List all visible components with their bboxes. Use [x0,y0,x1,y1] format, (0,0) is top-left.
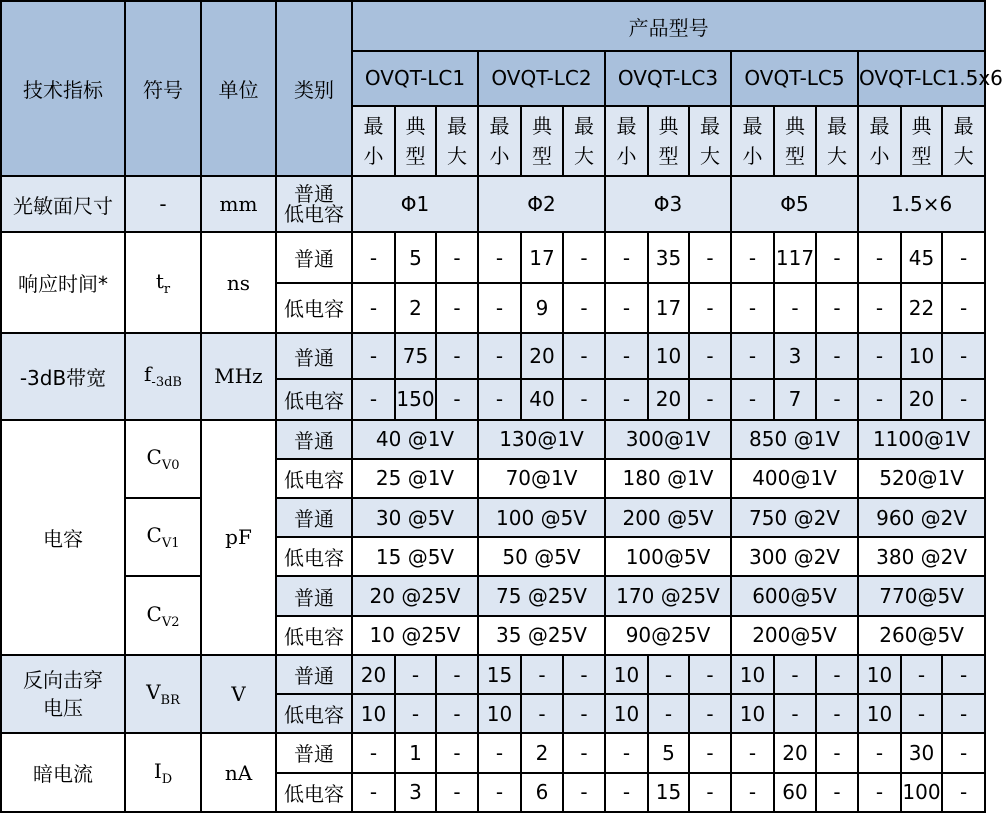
area-value: Φ2 [478,176,605,232]
dark-current-value: - [942,733,985,772]
dark-current-symbol-sub: D [161,771,173,787]
sub-header-char: 最 [827,113,847,138]
min-header [352,106,395,176]
dark-current-value: - [858,773,901,812]
capacitance-value: 400@1V [731,459,858,498]
breakdown-value: - [436,655,478,694]
capacitance-value: 15 @5V [352,537,478,576]
response-value: - [731,232,774,282]
header-product-model: 产品型号 [352,1,985,51]
dark-current-value: - [352,733,395,772]
breakdown-value: 10 [858,655,901,694]
dark-current-value: - [689,773,731,812]
min-header [605,106,648,176]
dark-current-value: 30 [901,733,942,772]
breakdown-value: 10 [731,694,774,733]
max-header [689,106,731,176]
breakdown-value: - [436,694,478,733]
response-value: - [478,232,521,282]
capacitance-value: 770@5V [858,576,985,615]
capacitance-v1-symbol-sub: V1 [161,536,180,552]
sub-header-char: 小 [742,143,763,168]
capacitance-v0-symbol-sub: V0 [161,457,180,473]
dark-current-value: - [858,733,901,772]
capacitance-value: 520@1V [858,459,985,498]
capacitance-value: 35 @25V [478,616,605,655]
bandwidth-value: - [689,379,731,419]
response-value: - [816,232,858,282]
dark-current-value: 3 [395,773,436,812]
model-header: OVQT-LC1.5x6 [858,51,985,105]
sub-header-char: 大 [574,143,594,168]
typical-header [648,106,689,176]
capacitance-v2-symbol-main: C [146,601,162,626]
bandwidth-value: 10 [648,333,689,379]
capacitance-value: 75 @25V [478,576,605,615]
category-low-capacitance: 低电容 [276,773,352,812]
bandwidth-value: - [605,379,648,419]
response-value: 17 [648,283,689,333]
sub-header-char: 典 [658,113,679,138]
sub-header-char: 最 [616,113,637,138]
capacitance-unit: pF [201,420,276,655]
area-value: Φ1 [352,176,478,232]
max-header [563,106,605,176]
bandwidth-unit: MHz [201,333,276,420]
breakdown-value: - [816,655,858,694]
dark-current-value: 6 [521,773,563,812]
capacitance-value: 1100@1V [858,420,985,459]
bandwidth-value: - [563,333,605,379]
breakdown-symbol [125,655,201,733]
bandwidth-symbol-main: f [144,362,152,387]
capacitance-value: 200 @5V [605,498,731,537]
response-value: - [563,283,605,333]
capacitance-value: 50 @5V [478,537,605,576]
dark-current-value: 1 [395,733,436,772]
category-normal: 普通 [276,576,352,615]
response-value: - [858,232,901,282]
max-header [436,106,478,176]
capacitance-v2-symbol [125,576,201,654]
area-label: 光敏面尺寸 [1,176,125,232]
capacitance-value: 10 @25V [352,616,478,655]
response-value: 5 [395,232,436,282]
min-header [858,106,901,176]
capacitance-value: 600@5V [731,576,858,615]
response-value: - [731,283,774,333]
category-normal: 普通 [276,498,352,537]
response-value: - [478,283,521,333]
area-unit: mm [201,176,276,232]
breakdown-symbol-sub: BR [160,693,180,709]
capacitance-value: 30 @5V [352,498,478,537]
capacitance-value: 40 @1V [352,420,478,459]
bandwidth-value: 40 [521,379,563,419]
bandwidth-value: 20 [901,379,942,419]
capacitance-value: 960 @2V [858,498,985,537]
category-normal: 普通 [294,182,334,207]
capacitance-value: 25 @1V [352,459,478,498]
response-value: - [605,232,648,282]
bandwidth-value: 150 [395,379,436,419]
dark-current-label: 暗电流 [1,733,125,812]
sub-header-char: 大 [827,143,847,168]
breakdown-label-line1: 反向击穿 [23,668,103,693]
category-normal: 普通 [276,655,352,694]
dark-current-value: - [605,733,648,772]
bandwidth-value: - [816,379,858,419]
sub-header-char: 最 [363,113,384,138]
sub-header-char: 大 [700,143,720,168]
response-value: - [436,232,478,282]
min-header [478,106,521,176]
bandwidth-value: - [436,379,478,419]
category-normal: 普通 [276,232,352,282]
model-header: OVQT-LC3 [605,51,731,105]
response-value: - [605,283,648,333]
dark-current-value: - [478,733,521,772]
bandwidth-value: - [942,333,985,379]
dark-current-value: - [731,733,774,772]
bandwidth-value: - [858,379,901,419]
category-low-capacitance: 低电容 [276,379,352,419]
dark-current-value: - [352,773,395,812]
capacitance-value: 750 @2V [731,498,858,537]
bandwidth-value: - [731,379,774,419]
breakdown-value: - [521,655,563,694]
bandwidth-value: 20 [521,333,563,379]
breakdown-value: - [563,655,605,694]
breakdown-value: - [648,655,689,694]
response-value: 9 [521,283,563,333]
response-symbol-main: t [155,268,164,293]
sub-header-char: 典 [785,113,805,138]
breakdown-value: - [395,655,436,694]
breakdown-value: 10 [731,655,774,694]
model-header: OVQT-LC2 [478,51,605,105]
breakdown-value: 20 [352,655,395,694]
area-value: Φ3 [605,176,731,232]
capacitance-v1-symbol-main: C [146,523,162,548]
response-value: - [352,283,395,333]
dark-current-symbol [125,733,201,812]
dark-current-value: 20 [774,733,816,772]
response-value: - [942,283,985,333]
response-value: 45 [901,232,942,282]
response-value: - [689,232,731,282]
dark-current-value: 60 [774,773,816,812]
category-low-capacitance: 低电容 [276,537,352,576]
sub-header-char: 型 [658,143,679,168]
breakdown-value: - [816,694,858,733]
breakdown-value: - [901,694,942,733]
bandwidth-value: - [478,379,521,419]
dark-current-value: - [605,773,648,812]
breakdown-value: - [395,694,436,733]
response-value: 35 [648,232,689,282]
bandwidth-value: 3 [774,333,816,379]
dark-current-value: - [689,733,731,772]
bandwidth-value: 10 [901,333,942,379]
bandwidth-value: - [816,333,858,379]
capacitance-value: 20 @25V [352,576,478,615]
category-normal: 普通 [276,420,352,459]
bandwidth-value: - [563,379,605,419]
capacitance-v0-symbol-main: C [146,444,162,469]
capacitance-value: 300 @2V [731,537,858,576]
response-value: - [352,232,395,282]
bandwidth-symbol-sub: -3dB [151,375,182,391]
breakdown-unit: V [201,655,276,733]
capacitance-label: 电容 [1,420,125,655]
dark-current-value: - [563,733,605,772]
response-unit: ns [201,232,276,333]
sub-header-char: 典 [532,113,552,138]
capacitance-value: 170 @25V [605,576,731,615]
response-symbol-sub: r [163,281,171,297]
area-value: Φ5 [731,176,858,232]
min-header [731,106,774,176]
max-header [942,106,985,176]
breakdown-value: - [689,694,731,733]
model-header: OVQT-LC1 [352,51,478,105]
dark-current-value: - [731,773,774,812]
capacitance-value: 90@25V [605,616,731,655]
header-metric: 技术指标 [1,1,125,176]
breakdown-label-line2: 电压 [43,696,83,721]
response-value: - [436,283,478,333]
breakdown-value: - [942,694,985,733]
bandwidth-value: 20 [648,379,689,419]
breakdown-value: 10 [478,694,521,733]
bandwidth-label: -3dB带宽 [1,333,125,420]
response-value: 117 [774,232,816,282]
breakdown-label [1,655,125,733]
category-low-capacitance: 低电容 [284,202,344,227]
typical-header [521,106,563,176]
breakdown-value: 10 [605,655,648,694]
breakdown-value: 10 [352,694,395,733]
dark-current-value: 15 [648,773,689,812]
dark-current-unit: nA [201,733,276,812]
bandwidth-value: - [942,379,985,419]
response-value: 2 [395,283,436,333]
sub-header-char: 典 [405,113,426,138]
bandwidth-value: - [478,333,521,379]
category-low-capacitance: 低电容 [276,283,352,333]
bandwidth-value: - [605,333,648,379]
bandwidth-value: - [731,333,774,379]
breakdown-value: - [689,655,731,694]
sub-header-char: 型 [405,143,426,168]
header-symbol: 符号 [125,1,201,176]
sub-header-char: 型 [532,143,552,168]
area-category [276,176,352,232]
sub-header-char: 最 [700,113,720,138]
response-value: 22 [901,283,942,333]
capacitance-value: 130@1V [478,420,605,459]
sub-header-char: 大 [447,143,467,168]
header-unit: 单位 [201,1,276,176]
bandwidth-value: - [689,333,731,379]
dark-current-value: - [816,773,858,812]
capacitance-value: 70@1V [478,459,605,498]
breakdown-value: - [774,694,816,733]
bandwidth-value: - [436,333,478,379]
breakdown-symbol-main: V [146,680,161,705]
dark-current-value: 100 [901,773,942,812]
response-value: - [563,232,605,282]
bandwidth-value: 7 [774,379,816,419]
area-value: 1.5×6 [858,176,985,232]
dark-current-value: - [436,773,478,812]
capacitance-value: 380 @2V [858,537,985,576]
dark-current-value: - [942,773,985,812]
response-value: - [689,283,731,333]
category-normal: 普通 [276,733,352,772]
sub-header-char: 最 [953,113,974,138]
response-value: 17 [521,232,563,282]
header-category: 类别 [276,1,352,176]
bandwidth-value: - [352,379,395,419]
breakdown-value: - [563,694,605,733]
capacitance-value: 300@1V [605,420,731,459]
bandwidth-value: - [352,333,395,379]
sub-header-char: 最 [489,113,510,138]
bandwidth-value: - [858,333,901,379]
max-header [816,106,858,176]
dark-current-symbol-main: I [153,758,162,783]
response-label: 响应时间* [1,232,125,333]
breakdown-value: - [521,694,563,733]
capacitance-value: 200@5V [731,616,858,655]
sub-header-char: 小 [869,143,890,168]
dark-current-value: 2 [521,733,563,772]
model-header: OVQT-LC5 [731,51,858,105]
sub-header-char: 型 [911,143,932,168]
sub-header-char: 大 [953,143,974,168]
bandwidth-value: 75 [395,333,436,379]
response-value: - [942,232,985,282]
breakdown-value: - [648,694,689,733]
category-low-capacitance: 低电容 [276,616,352,655]
response-value: - [816,283,858,333]
capacitance-v1-symbol [125,498,201,576]
capacitance-v2-symbol-sub: V2 [161,614,180,630]
bandwidth-symbol [125,333,201,420]
typical-header [395,106,436,176]
capacitance-v0-symbol [125,420,201,498]
capacitance-value: 100@5V [605,537,731,576]
dark-current-value: - [478,773,521,812]
dark-current-value: - [563,773,605,812]
response-value: - [858,283,901,333]
category-normal: 普通 [276,333,352,379]
breakdown-value: 15 [478,655,521,694]
category-low-capacitance: 低电容 [276,694,352,733]
sub-header-char: 最 [869,113,890,138]
breakdown-value: 10 [605,694,648,733]
breakdown-value: - [901,655,942,694]
sub-header-char: 小 [363,143,384,168]
sub-header-char: 最 [447,113,467,138]
breakdown-value: - [942,655,985,694]
sub-header-char: 最 [742,113,763,138]
sub-header-char: 型 [785,143,805,168]
dark-current-value: 5 [648,733,689,772]
capacitance-value: 260@5V [858,616,985,655]
typical-header [774,106,816,176]
response-value: - [774,283,816,333]
breakdown-value: - [774,655,816,694]
sub-header-char: 最 [574,113,594,138]
response-symbol [125,232,201,333]
breakdown-value: 10 [858,694,901,733]
sub-header-char: 小 [489,143,510,168]
capacitance-value: 850 @1V [731,420,858,459]
capacitance-value: 100 @5V [478,498,605,537]
area-symbol: - [125,176,201,232]
dark-current-value: - [816,733,858,772]
typical-header [901,106,942,176]
capacitance-value: 180 @1V [605,459,731,498]
sub-header-char: 小 [616,143,637,168]
sub-header-char: 典 [911,113,932,138]
dark-current-value: - [436,733,478,772]
category-low-capacitance: 低电容 [276,459,352,498]
